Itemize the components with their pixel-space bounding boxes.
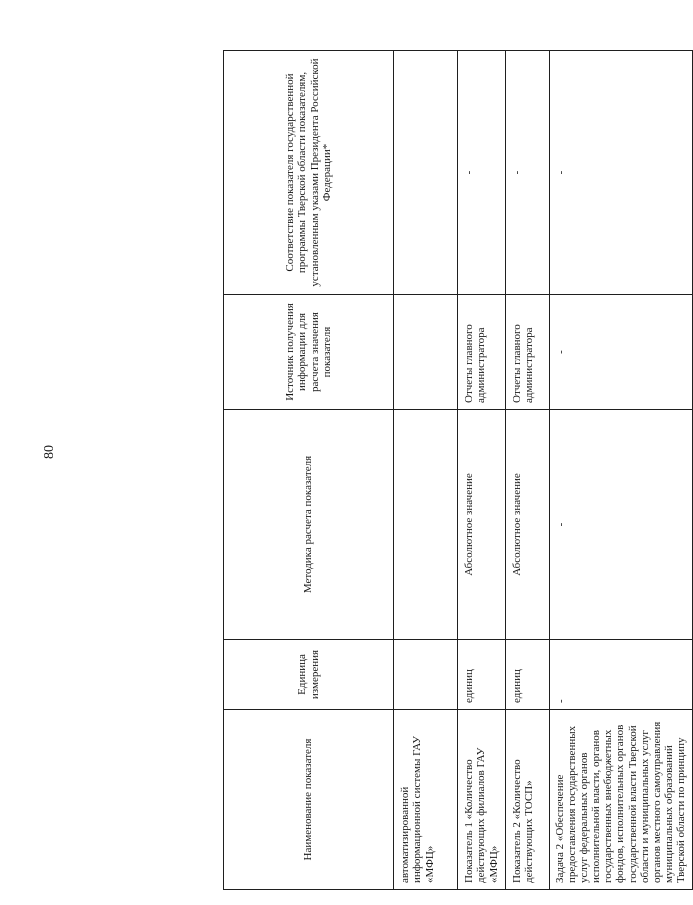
cell-correspondence — [394, 51, 458, 295]
cell-method: Абсолютное значение — [458, 410, 506, 640]
header-source: Источник получения информации для расчета значения показателя — [224, 295, 394, 410]
cell-correspondence: - — [505, 51, 549, 295]
cell-correspondence: - — [549, 51, 692, 295]
cell-name: Показатель 2 «Количество действующих ТОСП» — [505, 710, 549, 890]
cell-unit: - — [549, 640, 692, 710]
cell-source: Отчеты главного администратора — [458, 295, 506, 410]
table-row — [458, 51, 506, 890]
cell-unit: единиц — [458, 640, 506, 710]
cell-method: - — [549, 410, 692, 640]
cell-source: - — [549, 295, 692, 410]
cell-method: Абсолютное значение — [505, 410, 549, 640]
cell-unit: единиц — [505, 640, 549, 710]
cell-unit — [394, 640, 458, 710]
cell-correspondence: - — [458, 51, 506, 295]
table-row — [505, 51, 549, 890]
cell-method — [394, 410, 458, 640]
header-unit: Единица измерения — [224, 640, 394, 710]
table-row — [549, 51, 692, 890]
indicators-table — [223, 50, 693, 890]
cell-name: автоматизированной информационной системы ГАУ «МФЦ» — [394, 710, 458, 890]
cell-source: Отчеты главного администратора — [505, 295, 549, 410]
cell-name: Задача 2 «Обеспечение предоставления государственных услуг федеральных органов исполнительной власти, органов государственных внебюджетных фондов, исполнительных органов государственной власти Тверской области и муниципальных услуг органов местного самоуправления муниципальных образований Тверской области по принципу — [549, 710, 692, 890]
table-header-row — [224, 51, 394, 890]
header-name: Наименование показателя — [224, 710, 394, 890]
rotated-table-container — [223, 50, 687, 890]
table-row — [394, 51, 458, 890]
page-number: 80 — [42, 445, 57, 459]
cell-name: Показатель 1 «Количество действующих филиалов ГАУ «МФЦ» — [458, 710, 506, 890]
header-method: Методика расчета показателя — [224, 410, 394, 640]
header-correspondence: Соответствие показателя государственной программы Тверской области показателям, установленным указами Президента Российской Федерации* — [224, 51, 394, 295]
cell-source — [394, 295, 458, 410]
